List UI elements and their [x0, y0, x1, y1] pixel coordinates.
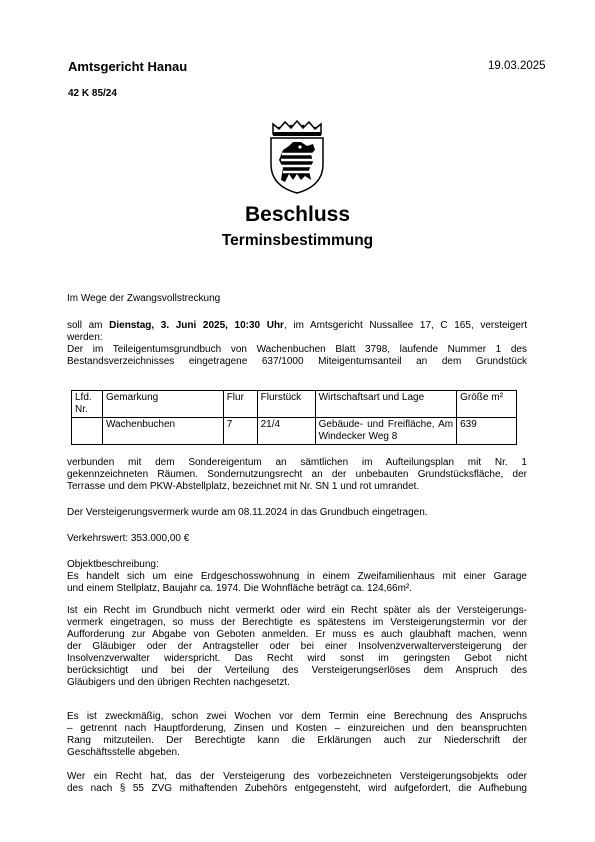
rights-line: der Gläubiger oder der Antragsteller oder bei einer Insolvenzverwalterversteigerung der	[67, 641, 527, 652]
object-description	[67, 559, 527, 595]
objection-line: des nach § 55 ZVG mithaftenden Zubehörs entgegensteht, wird aufgefordert, die Aufhebung	[67, 783, 527, 794]
auction-line-4: Bestandsverzeichnisses eingetragene 637/1000 Miteigentumsanteil an dem Grundstück	[67, 356, 527, 367]
property-table	[71, 390, 517, 445]
rights-line: Aufforderung zur Abgabe von Geboten anmelden. Er muss es auch glaubhaft machen, wenn	[67, 629, 527, 640]
special-property-line: gekennzeichneten Räumen. Sondernutzungsrecht an der unbebauten Grundstücksfläche, der	[67, 469, 527, 480]
rights-line: Ist ein Recht im Grundbuch nicht vermerkt oder wird ein Recht später als der Versteigerungs-	[67, 605, 527, 616]
header-flurstueck: Flurstück	[257, 391, 315, 418]
cell-gemarkung: Wachenbuchen	[102, 418, 223, 445]
rights-line: Gläubigers und den übrigen Rechten nachgesetzt.	[67, 677, 290, 688]
calculation-paragraph	[67, 711, 527, 759]
special-property-paragraph	[67, 457, 527, 493]
header-gemarkung: Gemarkung	[102, 391, 223, 418]
cell-flurstueck: 21/4	[257, 418, 315, 445]
description-line: Es handelt sich um eine Erdgeschosswohnung in einem Zweifamilienhaus mit einer Garage	[67, 571, 527, 582]
document-subtitle: Terminsbestimmung	[221, 232, 374, 249]
hesse-coat-of-arms-icon	[267, 120, 327, 194]
auction-paragraph	[67, 320, 527, 368]
cell-groesse: 639	[457, 418, 517, 445]
calc-line: – getrennt nach Hauptforderung, Zinsen und Kosten – einzureichen und den beanspruchten	[67, 723, 527, 734]
rights-line: berücksichtigt und bei der Verteilung des Versteigerungserlöses dem Anspruch des	[67, 665, 527, 676]
header-flur: Flur	[223, 391, 257, 418]
calc-line: Geschäftsstelle abgeben.	[67, 747, 180, 758]
auction-date-time: Dienstag, 3. Juni 2025, 10:30 Uhr	[109, 320, 284, 331]
calc-line: Es ist zweckmäßig, schon zwei Wochen vor dem Termin eine Berechnung des Anspruchs	[67, 711, 527, 722]
objection-paragraph	[67, 771, 527, 795]
document-title: Beschluss	[244, 203, 351, 226]
special-property-line: verbunden mit dem Sondereigentum an sämtlichen im Aufteilungsplan mit Nr. 1	[67, 457, 527, 468]
header-groesse: Größe m²	[457, 391, 517, 418]
auction-line-1: soll am Dienstag, 3. Juni 2025, 10:30 Uhr, im Amtsgericht Nussallee 17, C 165, versteigert	[67, 320, 528, 331]
cell-lfd-nr	[72, 418, 103, 445]
objection-line: Wer ein Recht hat, das der Versteigerung des vorbezeichneten Versteigerungsobjekts oder	[67, 771, 527, 782]
case-number: 42 K 85/24	[68, 88, 117, 99]
description-line: und einem Stellplatz, Baujahr ca. 1974. Die Wohnfläche beträgt ca. 124,66m².	[67, 583, 413, 594]
rights-line: vermerk eingetragen, so muss der Berechtigte es spätestens im Versteigerungstermin vor der	[67, 617, 527, 628]
cell-wirtschaftsart: Gebäude- und Freifläche, Am Windecker Weg 8	[315, 418, 457, 445]
header-lfd-nr: Lfd. Nr.	[72, 391, 103, 418]
auction-line-3: Der im Teileigentumsgrundbuch von Wachenbuchen Blatt 3798, laufende Nummer 1 des	[67, 344, 527, 355]
rights-line: Insolvenzverwalter widerspricht. Das Recht wird sonst im geringsten Gebot nicht	[67, 653, 527, 664]
market-value: Verkehrswert: 353.000,00 €	[67, 533, 190, 544]
intro-text: Im Wege der Zwangsvollstreckung	[67, 293, 221, 304]
special-property-line: Terrasse und dem PKW-Abstellplatz, bezeichnet mit Nr. SN 1 und rot umrandet.	[67, 481, 420, 492]
rights-paragraph	[67, 605, 527, 689]
description-heading: Objektbeschreibung:	[67, 559, 159, 570]
table-header-row	[72, 391, 517, 418]
registration-text: Der Versteigerungsvermerk wurde am 08.11.2024 in das Grundbuch eingetragen.	[67, 507, 428, 518]
document-date: 19.03.2025	[488, 60, 546, 72]
auction-line-2: werden:	[67, 332, 103, 343]
court-name: Amtsgericht Hanau	[68, 59, 188, 74]
table-row	[72, 418, 517, 445]
header-wirtschaftsart: Wirtschaftsart und Lage	[315, 391, 457, 418]
calc-line: Rang mitzuteilen. Der Berechtigte kann die Erklärungen auch zur Niederschrift der	[67, 735, 527, 746]
cell-flur: 7	[223, 418, 257, 445]
